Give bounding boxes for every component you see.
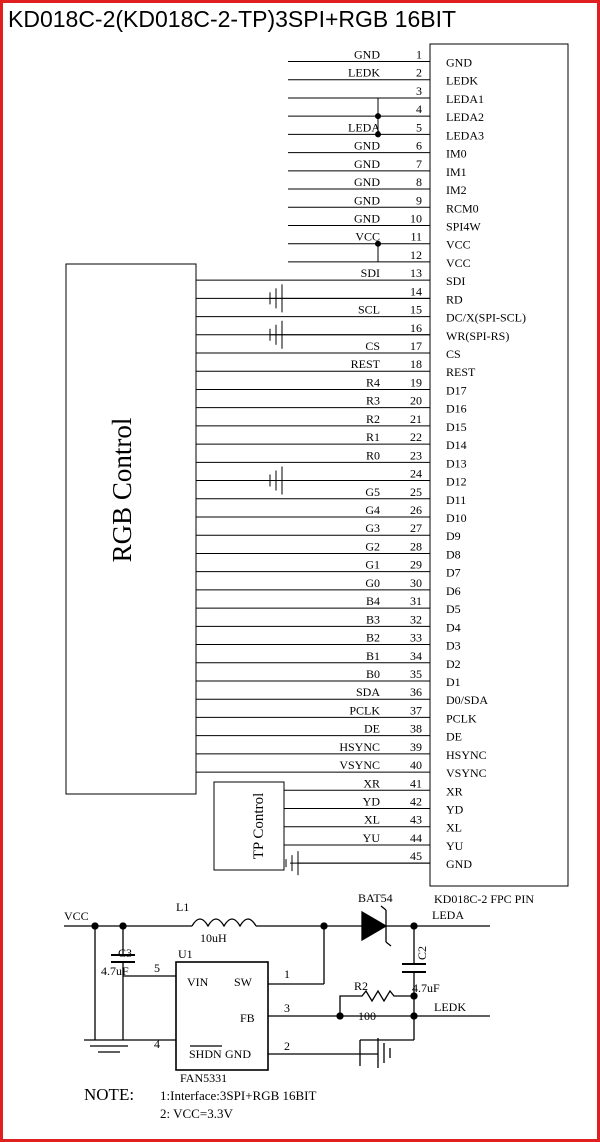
ic-pin3-number: 3 [284,1001,290,1015]
pin-name: RCM0 [446,201,479,216]
pin-net-label: REST [350,357,380,372]
ic-pin-fb-label: FB [240,1011,255,1025]
ic-pin-vin-label: VIN [187,975,209,989]
pin-number: 4 [416,102,422,117]
pin-number: 27 [410,521,422,536]
pin-name: D16 [446,401,467,416]
pin-net-label: YU [362,830,380,845]
pin-net-label: SDI [360,266,380,281]
pin-net-label: R1 [365,430,380,445]
pin-number: 12 [410,247,422,262]
pin-name: D5 [446,602,461,617]
pin-number: 7 [416,156,422,171]
pin-number: 21 [410,411,422,426]
pin-name: D9 [446,529,461,544]
pin-net-label: G4 [365,503,380,517]
pin-number: 22 [410,430,422,445]
l1-value: 10uH [200,931,227,945]
connector-label: KD018C-2 FPC PIN [434,892,535,906]
pin-name: D10 [446,511,467,525]
pin-net-label: B2 [365,630,380,645]
pin-number: 19 [410,375,422,390]
pin-number: 18 [410,357,422,372]
pin-net-label: SDA [355,685,380,700]
pin-name: YD [446,802,464,817]
pin-name: REST [446,365,476,380]
pin-net-label: CS [365,339,380,354]
r2-ref: R2 [354,979,369,993]
pin-name: LEDA2 [446,110,484,125]
pin-name: IM0 [446,146,467,161]
note-line-1: 1:Interface:3SPI+RGB 16BIT [160,1088,317,1103]
pin-name: D13 [446,456,467,471]
pin-name: D2 [446,656,461,671]
pin-number: 13 [410,266,422,281]
ic-pin-shdn-label: SHDN [189,1047,222,1061]
pin-number: 23 [410,448,422,463]
r2-value: 100 [358,1009,376,1023]
c3-value: 4.7uF [101,964,129,978]
pin-name: WR(SPI-RS) [446,328,510,343]
pin-name: CS [446,347,461,362]
pin-number: 11 [410,229,422,244]
pin-net-label: GND [354,138,380,153]
pin-name: D0/SDA [446,693,489,708]
ic-part-number: FAN5331 [180,1071,228,1085]
pin-number: 9 [416,193,422,208]
pin-net-label: G3 [365,521,380,536]
pin-net-label: R2 [365,411,380,426]
pin-name: LEDA1 [446,91,484,106]
pin-number: 2 [416,65,422,80]
pin-number: 43 [410,812,422,827]
pin-number: 37 [410,703,422,718]
pin-net-label: B4 [365,594,380,609]
pin-net-label: GND [354,211,380,226]
pin-number: 32 [410,612,422,627]
pin-net-label: GND [354,156,380,171]
pin-name: DE [446,729,462,744]
pin-name: YU [446,838,464,853]
pin-number: 15 [410,302,422,317]
pin-net-label: XR [363,776,380,791]
pin-number: 1 [416,47,422,62]
pin-name: SDI [446,274,466,289]
pin-net-label: YD [362,794,380,809]
pin-name: D11 [446,492,467,507]
pin-name: SPI4W [446,219,481,234]
pin-number: 20 [410,393,422,408]
inductor-l1-symbol [192,919,256,926]
pin-name: HSYNC [446,747,487,762]
ic-pin-gnd-label: GND [225,1047,251,1061]
u1-ref: U1 [178,947,193,961]
pin-net-label: VCC [355,229,380,244]
pin-name: LEDA3 [446,128,484,143]
pin-name: D17 [446,383,467,398]
pin-number: 16 [410,320,422,335]
pin-name: D12 [446,474,467,489]
pin-net-label: GND [354,175,380,190]
pin-name: IM2 [446,183,467,198]
pin-number: 38 [410,721,422,736]
pin-number: 42 [410,794,422,809]
pin-net-label: G2 [365,539,380,554]
pin-net-label: R0 [365,448,380,463]
pin-net-label: R3 [365,393,380,408]
pin-name: VCC [446,255,471,270]
vcc-net-label: VCC [64,909,89,923]
pin-name: D4 [446,620,461,635]
pin-number: 40 [410,758,422,773]
pin-number: 6 [416,138,422,153]
note-line-2: 2: VCC=3.3V [160,1106,233,1121]
pin-net-label: B3 [365,612,380,627]
pin-name: D14 [446,438,467,453]
pin-number: 24 [410,466,422,481]
pin-name: D8 [446,547,461,562]
pin-name: GND [446,857,472,872]
pin-name: XR [446,784,463,799]
pin-name: RD [446,292,463,307]
pin-net-label: B0 [365,666,380,681]
pin-number: 17 [410,339,422,354]
pin-name: D15 [446,419,467,434]
pin-net-label: VSYNC [339,758,380,773]
pin-net-label: GND [354,47,380,62]
pin-number: 26 [410,503,422,517]
pin-number: 41 [410,776,422,791]
pin-net-label: SCL [357,302,380,317]
pin-number: 35 [410,666,422,681]
resistor-r2-symbol [340,991,414,1016]
pin-name: D3 [446,638,461,653]
note-label: NOTE: [84,1085,135,1104]
pin-number: 28 [410,539,422,554]
ic-pin1-number: 1 [284,967,290,981]
pin-net-label: G0 [365,575,380,590]
pin-name: VCC [446,237,471,252]
pin-name: LEDK [446,73,478,88]
pin-number: 31 [410,594,422,609]
pin-net-label: G5 [365,484,380,499]
ic-pin2-number: 2 [284,1039,290,1053]
pin-net-label: R4 [365,375,380,390]
pin-net-label: LEDA [348,120,380,135]
pin-name: D6 [446,583,461,598]
pin-name: DC/X(SPI-SCL) [446,310,527,325]
c3-ref: C3 [118,946,133,960]
pin-number: 44 [410,830,422,845]
ic-pin-sw-label: SW [234,975,252,989]
leda-net-label: LEDA [432,908,464,922]
pin-name: D7 [446,565,461,580]
pin-number: 25 [410,484,422,499]
page-title: KD018C-2(KD018C-2-TP)3SPI+RGB 16BIT [8,6,457,32]
ic-pin4-number: 4 [154,1037,160,1051]
pin-number: 36 [410,685,422,700]
rgb-control-label: RGB Control [107,417,137,563]
pin-number: 45 [410,849,422,864]
pin-number: 29 [410,557,422,572]
pin-number: 33 [410,630,422,645]
pin-net-label: HSYNC [339,739,380,754]
tp-control-label: TP Control [251,792,267,860]
pin-net-label: B1 [365,648,380,663]
pin-net-label: XL [364,812,380,827]
l1-ref: L1 [176,900,190,914]
pin-net-label: G1 [365,557,380,572]
pin-number: 34 [410,648,422,663]
pin-name: XL [446,820,462,835]
pin-name: D1 [446,674,461,689]
tp-control-block [214,782,284,870]
pin-number: 14 [410,284,422,299]
pin-number: 5 [416,120,422,135]
pin-number: 8 [416,175,422,190]
c2-ref: C2 [415,945,429,960]
ic-pin5-number: 5 [154,961,160,975]
pin-name: GND [446,55,472,70]
diode-ref: BAT54 [358,891,393,905]
pin-number: 39 [410,739,422,754]
pin-name: PCLK [446,711,477,726]
diode-bat54-symbol [362,912,386,940]
c2-value: 4.7uF [412,981,440,995]
pin-name: IM1 [446,164,467,179]
pin-name: VSYNC [446,766,487,781]
pin-number: 30 [410,575,422,590]
pin-net-label: LEDK [348,65,380,80]
pin-number: 10 [410,211,422,226]
pin-number: 3 [416,83,422,98]
ledk-net-label: LEDK [434,1000,466,1014]
pin-net-label: PCLK [349,703,380,718]
pin-net-label: DE [364,721,380,736]
pin-net-label: GND [354,193,380,208]
